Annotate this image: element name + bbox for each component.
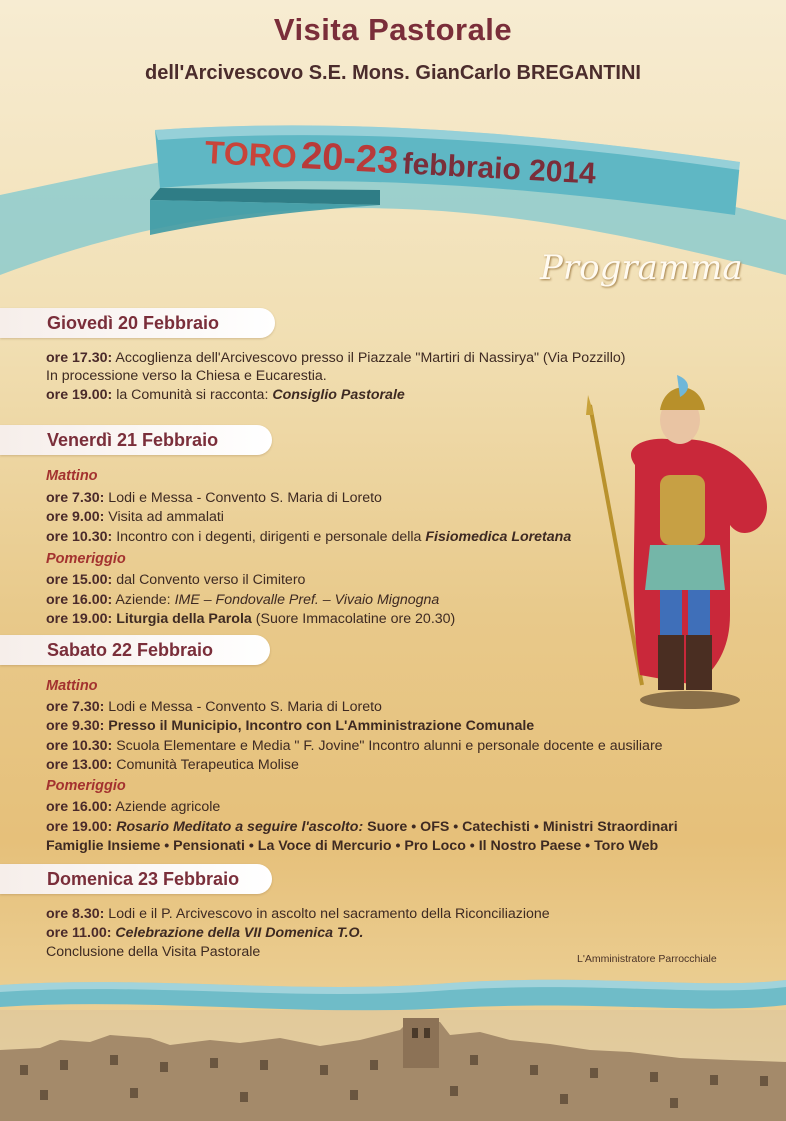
schedule-text: Accoglienza dell'Arcivescovo presso il Piazzale "Martiri di Nassirya" (Via Pozzillo)	[112, 350, 626, 366]
schedule-text: Lodi e il P. Arcivescovo in ascolto nel sacramento della Riconciliazione	[104, 906, 550, 922]
schedule-bold: Liturgia della Parola	[112, 611, 252, 627]
schedule-bold: Famiglie Insieme • Pensionati • La Voce di Mercurio • Pro Loco • Il Nostro Paese • Toro Web	[46, 838, 659, 854]
schedule-line	[46, 368, 327, 385]
schedule-line	[46, 592, 439, 609]
section-pomeriggio: Pomeriggio	[46, 778, 126, 794]
time-label: ore 9.30:	[46, 718, 105, 734]
bottom-ribbon	[0, 975, 786, 1015]
schedule-text: Visita ad ammalati	[104, 509, 224, 525]
schedule-line	[46, 757, 299, 774]
schedule-line	[46, 906, 550, 923]
time-label: ore 9.00:	[46, 509, 105, 525]
time-label: ore 19.00:	[46, 611, 113, 627]
schedule-text: Aziende:	[112, 592, 175, 608]
time-label: ore 17.30:	[46, 350, 113, 366]
schedule-line	[46, 490, 382, 507]
schedule-line	[46, 572, 305, 589]
schedule-text: In processione verso la Chiesa e Eucarestia.	[46, 368, 327, 384]
schedule-emphasis: Celebrazione della VII Domenica T.O.	[111, 925, 364, 941]
event-days: 20-23	[300, 135, 400, 183]
time-label: ore 16.00:	[46, 592, 113, 608]
schedule-text: Incontro con i degenti, dirigenti e personale della	[112, 529, 426, 545]
page-title: Visita Pastorale	[273, 12, 513, 47]
time-label: ore 11.00:	[46, 925, 112, 941]
time-label: ore 7.30:	[46, 490, 105, 506]
section-pomeriggio: Pomeriggio	[46, 551, 126, 567]
time-label: ore 7.30:	[46, 699, 105, 715]
schedule-line	[46, 699, 382, 716]
time-label: ore 10.30:	[46, 529, 113, 545]
schedule-text: Conclusione della Visita Pastorale	[46, 944, 261, 960]
schedule-italic: IME – Fondovalle Pref. – Vivaio Mignogna	[174, 592, 440, 608]
time-label: ore 10.30:	[46, 738, 113, 754]
schedule-line	[46, 944, 260, 961]
schedule-line	[46, 738, 663, 755]
schedule-line	[46, 819, 678, 836]
day-header-domenica	[0, 864, 272, 894]
page-subtitle: dell'Arcivescovo S.E. Mons. GianCarlo BREGANTINI	[145, 62, 641, 84]
time-label: ore 19.00:	[46, 819, 113, 835]
schedule-bold: Suore • OFS • Catechisti • Ministri Straordinari	[363, 819, 678, 835]
town-panorama-image	[0, 1010, 786, 1121]
time-label: ore 15.00:	[46, 572, 113, 588]
schedule-line	[46, 611, 455, 628]
schedule-emphasis: Consiglio Pastorale	[272, 387, 405, 403]
event-month: febbraio 2014	[401, 147, 597, 191]
day-header-venerdi	[0, 425, 272, 455]
section-mattino: Mattino	[46, 678, 98, 694]
schedule-line	[46, 387, 405, 404]
schedule-line	[46, 838, 658, 855]
schedule-text: Aziende agricole	[112, 799, 221, 815]
day-label: Domenica 23 Febbraio	[47, 869, 240, 889]
schedule-line	[46, 350, 625, 367]
schedule-line	[46, 718, 534, 735]
day-label: Giovedì 20 Febbraio	[47, 313, 220, 333]
section-mattino: Mattino	[46, 468, 98, 484]
schedule-text: dal Convento verso il Cimitero	[112, 572, 306, 588]
programma-heading: Programma	[540, 248, 743, 288]
schedule-text: (Suore Immacolatine ore 20.30)	[251, 611, 456, 627]
day-label: Sabato 22 Febbraio	[47, 640, 214, 660]
schedule-text: Lodi e Messa - Convento S. Maria di Loreto	[104, 490, 382, 506]
day-header-sabato	[0, 635, 270, 665]
schedule-text: Comunità Terapeutica Molise	[112, 757, 299, 773]
schedule-emphasis: Fisiomedica Loretana	[425, 529, 572, 545]
signature: L'Amministratore Parrocchiale	[577, 953, 717, 965]
time-label: ore 19.00:	[46, 387, 113, 403]
time-label: ore 16.00:	[46, 799, 113, 815]
schedule-line	[46, 799, 220, 816]
schedule-emphasis: Rosario Meditato a seguire l'ascolto:	[112, 819, 364, 835]
schedule-text: la Comunità si racconta:	[112, 387, 273, 403]
schedule-line	[46, 925, 364, 942]
time-label: ore 8.30:	[46, 906, 105, 922]
day-header-giovedi	[0, 308, 275, 338]
schedule-text: Scuola Elementare e Media " F. Jovine" Incontro alunni e personale docente e ausiliare	[112, 738, 663, 754]
time-label: ore 13.00:	[46, 757, 113, 773]
schedule-bold: Presso il Municipio, Incontro con L'Amministrazione Comunale	[104, 718, 535, 734]
saint-statue-image	[580, 375, 780, 725]
schedule-line	[46, 509, 224, 526]
schedule-line	[46, 529, 571, 546]
event-city: TORO	[204, 134, 298, 175]
day-label: Venerdì 21 Febbraio	[47, 430, 219, 450]
schedule-text: Lodi e Messa - Convento S. Maria di Loreto	[104, 699, 382, 715]
